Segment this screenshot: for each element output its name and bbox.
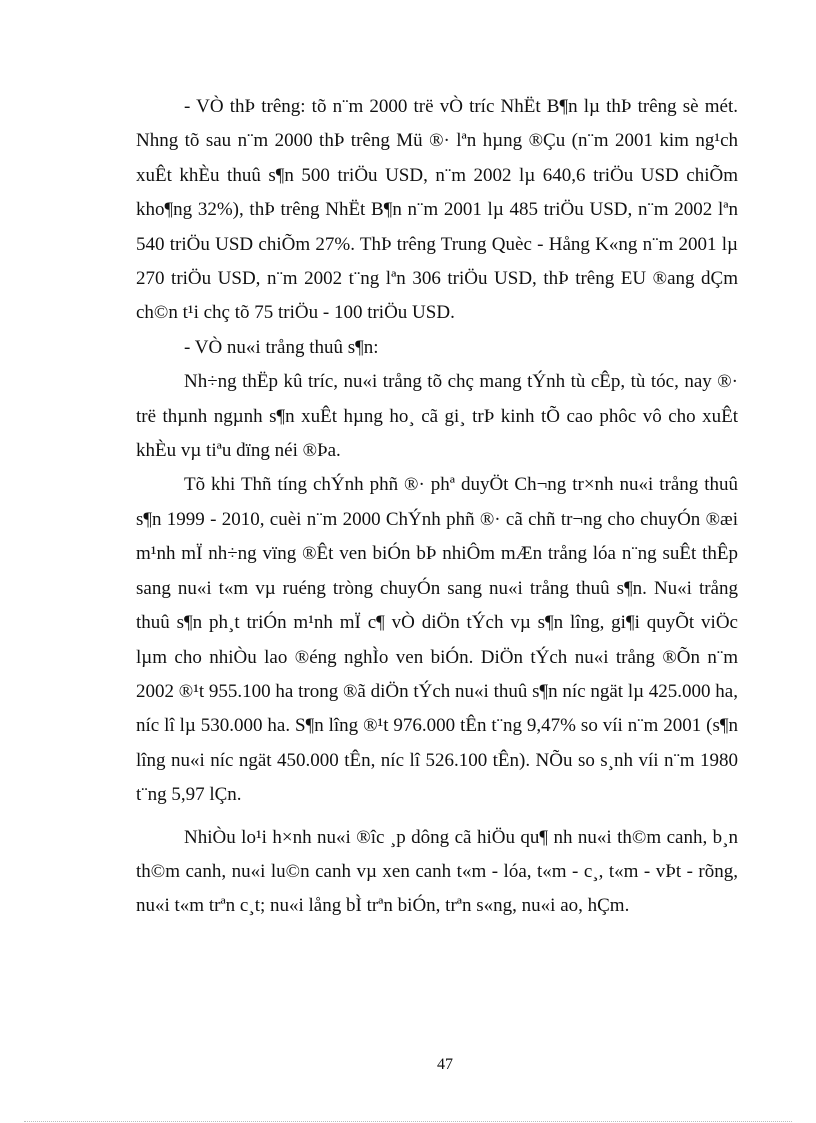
body-text <box>136 90 738 924</box>
paragraph-aquaculture-history: Nh÷ng thËp kû tríc, nu«i trång tõ chç mang tÝnh tù cÊp, tù tóc, nay ®· trë thµnh ngµnh s¶n xuÊt hµng ho¸ cã gi¸ trÞ kinh tÕ cao phôc vô cho xuÊt khÈu vµ tiªu dïng néi ®Þa. <box>136 371 738 462</box>
paragraph-aquaculture-heading: - VÒ nu«i trång thuû s¶n: <box>184 336 379 358</box>
page-number: 47 <box>437 1056 453 1073</box>
paragraph-export-markets: - VÒ thÞ trêng: tõ n¨m 2000 trë vÒ tríc NhËt B¶n lµ thÞ trêng sè mét. Nhng tõ sau n¨m 2000 thÞ trêng Mü ®· lªn hµng ®Çu (n¨m 2001 kim ng¹ch xuÊt khÈu thuû s¶n 500 triÖu USD, n¨m 2002 lµ 640,6 triÖu USD chiÕm kho¶ng 32%), thÞ trêng NhËt B¶n n¨m 2001 lµ 485 triÖu USD, n¨m 2002 lªn 540 triÖu USD chiÕm 27%. ThÞ trêng Trung Quèc - Hång K«ng n¨m 2001 lµ 270 triÖu USD, n¨m 2002 t¨ng lªn 306 triÖu USD, thÞ trêng EU ®ang dÇm ch©n t¹i chç tõ 75 triÖu - 100 triÖu USD. <box>136 96 738 324</box>
paragraph-farming-methods: NhiÒu lo¹i h×nh nu«i ®îc ¸p dông cã hiÖu qu¶ nh nu«i th©m canh, b¸n th©m canh, nu«i lu©n canh vµ xen canh t«m - lóa, t«m - c¸, t«m - vÞt - rõng, nu«i t«m trªn c¸t; nu«i lång bÌ trªn biÓn, trªn s«ng, nu«i ao, hÇm. <box>136 826 738 917</box>
paragraph-aquaculture-program: Tõ khi Thñ tíng chÝnh phñ ®· phª duyÖt Ch¬ng tr×nh nu«i trång thuû s¶n 1999 - 2010, cuèi n¨m 2000 ChÝnh phñ ®· cã chñ tr¬ng cho chuyÓn ®æi m¹nh mÏ nh÷ng vïng ®Êt ven biÓn bÞ nhiÔm mÆn trång lóa n¨ng suÊt thÊp sang nu«i t«m vµ ruéng tròng chuyÓn sang nu«i trång thuû s¶n. Nu«i trång thuû s¶n ph¸t triÓn m¹nh mÏ c¶ vÒ diÖn tÝch vµ s¶n lîng, gi¶i quyÕt viÖc lµm cho nhiÒu lao ®éng nghÌo ven biÓn. DiÖn tÝch nu«i trång ®Õn n¨m 2002 ®¹t 955.100 ha trong ®ã diÖn tÝch nu«i thuû s¶n níc ngät lµ 425.000 ha, níc lî lµ 530.000 ha. S¶n lîng ®¹t 976.000 tÊn t¨ng 9,47% so víi n¨m 2001 (s¶n lîng nu«i níc ngät 450.000 tÊn, níc lî 526.100 tÊn). NÕu so s¸nh víi n¨m 1980 t¨ng 5,97 lÇn. <box>136 474 738 806</box>
footer-divider <box>24 1121 792 1122</box>
